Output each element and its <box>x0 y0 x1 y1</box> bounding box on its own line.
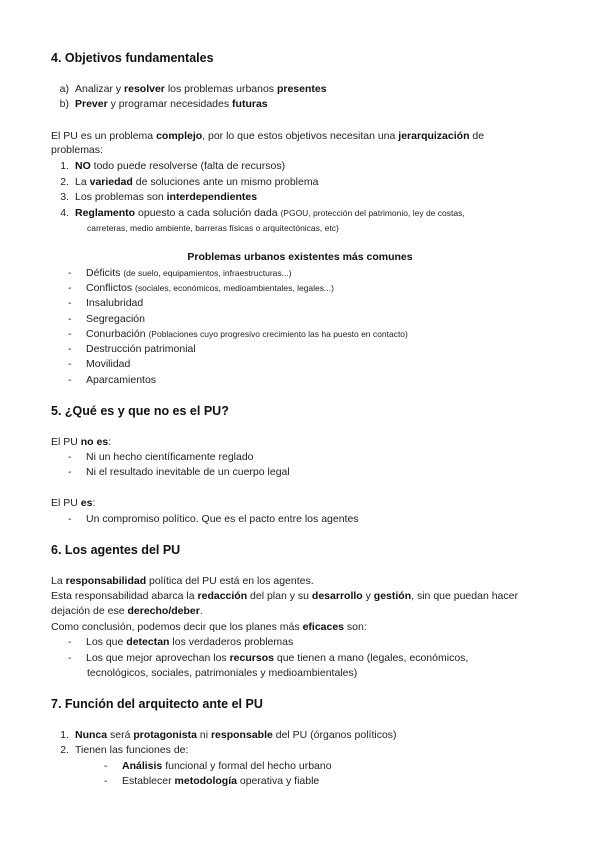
no-es-item-1: - Ni un hecho científicamente reglado <box>68 451 254 463</box>
es-item-1: - Un compromiso político. Que es el pacto entre los agentes <box>68 513 359 525</box>
architect-function-analisis: - Análisis funcional y formal del hecho urbano <box>104 760 332 772</box>
numbered-item-2: 2. La variedad de soluciones ante un mismo problema <box>60 176 319 188</box>
agents-line-4: Como conclusión, podemos decir que los planes más eficaces son: <box>51 621 367 633</box>
es-label: El PU es: <box>51 497 96 509</box>
section-4-heading: 4. Objetivos fundamentales <box>51 51 214 65</box>
problem-item-conflictos: - Conflictos (sociales, económicos, medioambientales, legales...) <box>68 282 334 294</box>
problem-item-destruccion: - Destrucción patrimonial <box>68 343 196 355</box>
numbered-item-4-continuation: carreteras, medio ambiente, barreras físicas o arquitectónicas, etc) <box>87 223 339 233</box>
problem-item-conurbacion: - Conurbación (Poblaciones cuyo progresivo crecimiento las ha puesto en contacto) <box>68 328 408 340</box>
objective-b: b) Prever y programar necesidades futuras <box>59 98 268 110</box>
architect-function-metodologia: - Establecer metodología operativa y fiable <box>104 775 320 787</box>
problem-item-deficits: - Déficits (de suelo, equipamientos, infraestructuras...) <box>68 267 292 279</box>
section-5-heading: 5. ¿Qué es y que no es el PU? <box>51 404 229 418</box>
effective-plans-item-1: - Los que detectan los verdaderos problemas <box>68 636 294 648</box>
problem-item-aparcamientos: - Aparcamientos <box>68 374 157 386</box>
section-6-heading: 6. Los agentes del PU <box>51 543 181 557</box>
no-es-label: El PU no es: <box>51 436 112 448</box>
numbered-item-4: 4. Reglamento opuesto a cada solución dada (PGOU, protección del patrimonio, ley de costas, <box>60 207 465 219</box>
agents-line-2: Esta responsabilidad abarca la redacción del plan y su desarrollo y gestión, sin que puedan hacer <box>51 590 518 602</box>
architect-item-1: 1. Nunca será protagonista ni responsable del PU (órganos políticos) <box>60 729 397 741</box>
effective-plans-item-2-continuation: tecnológicos, sociales, patrimoniales y medioambientales) <box>87 667 358 679</box>
effective-plans-item-2: - Los que mejor aprovechan los recursos que tienen a mano (legales, económicos, <box>68 652 469 664</box>
architect-item-2: 2. Tienen las funciones de: <box>60 744 189 756</box>
problem-item-insalubridad: - Insalubridad <box>68 297 144 309</box>
objective-a: a) Analizar y resolver los problemas urbanos presentes <box>59 83 327 95</box>
no-es-item-2: - Ni el resultado inevitable de un cuerpo legal <box>68 466 290 478</box>
numbered-item-3: 3. Los problemas son interdependientes <box>60 191 258 203</box>
problem-item-segregacion: - Segregación <box>68 313 145 325</box>
agents-line-1: La responsabilidad política del PU está en los agentes. <box>51 575 314 587</box>
intro-paragraph-line1: El PU es un problema complejo, por lo que estos objetivos necesitan una jerarquización de <box>51 130 485 142</box>
agents-line-3: dejación de ese derecho/deber. <box>51 605 203 617</box>
numbered-item-1: 1. NO todo puede resolverse (falta de recursos) <box>60 160 286 172</box>
intro-paragraph-line2: problemas: <box>51 144 103 156</box>
problem-item-movilidad: - Movilidad <box>68 358 131 370</box>
common-problems-subheading: Problemas urbanos existentes más comunes <box>187 251 413 263</box>
section-7-heading: 7. Función del arquitecto ante el PU <box>51 697 263 711</box>
